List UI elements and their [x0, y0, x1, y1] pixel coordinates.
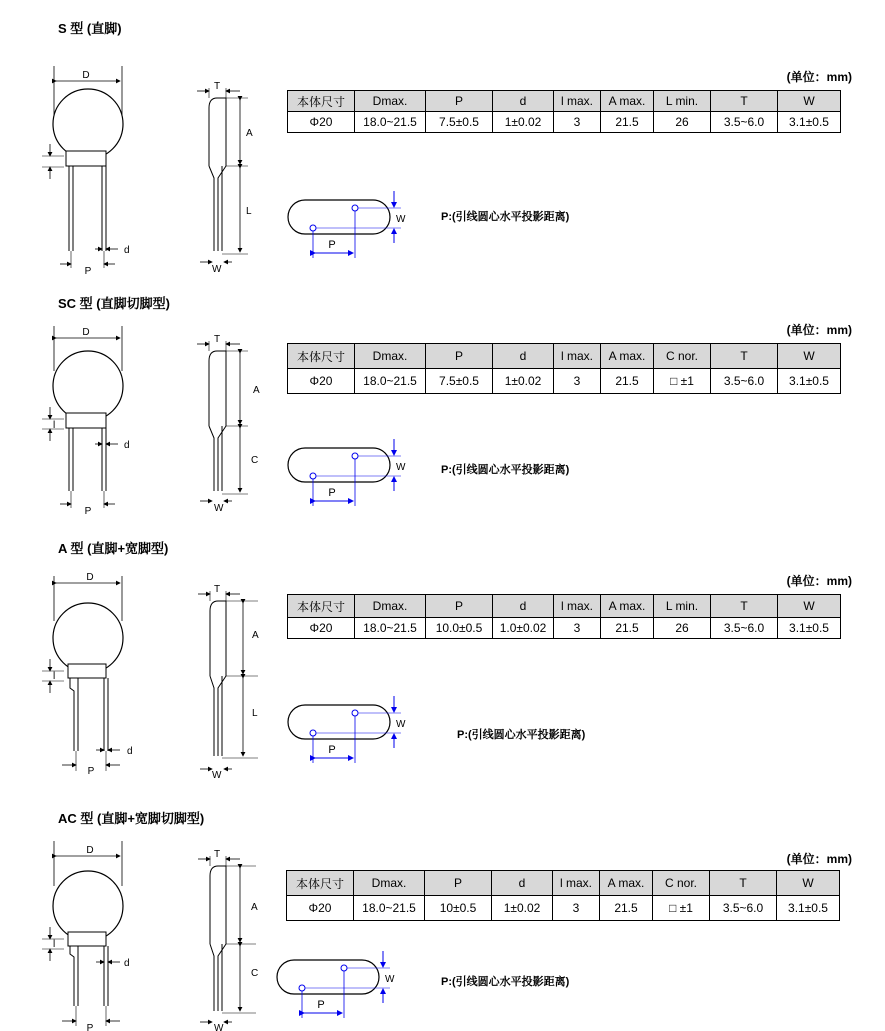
component-drawing [0, 36, 280, 281]
spec-table [287, 343, 841, 394]
dim-label-a: A [251, 902, 258, 913]
value-cell: 3.1±0.5 [777, 896, 840, 921]
header-cell: Dmax. [354, 871, 425, 896]
header-cell: T [711, 595, 778, 618]
header-cell: d [492, 871, 553, 896]
p-note: P:(引线圆心水平投影距离) [441, 976, 570, 988]
value-cell: 18.0~21.5 [355, 618, 426, 639]
dim-label-w: W [396, 214, 406, 225]
header-cell: 本体尺寸 [287, 871, 354, 896]
dim-label-t: T [214, 584, 221, 595]
dim-label-d-lead: d [124, 245, 130, 256]
dim-label-a: A [252, 630, 259, 641]
dim-label-d-lead: d [127, 746, 133, 757]
dim-label-l: l [53, 420, 56, 431]
header-cell: Dmax. [355, 344, 426, 369]
value-cell: □ ±1 [653, 896, 710, 921]
header-cell: P [425, 871, 492, 896]
header-cell: 本体尺寸 [288, 595, 355, 618]
header-cell: A max. [601, 595, 654, 618]
header-cell: d [493, 344, 554, 369]
section-title: AC 型 (直脚+宽脚切脚型) [58, 811, 205, 826]
section-ac [0, 808, 885, 1031]
dim-label-p: P [328, 239, 336, 251]
dim-label-c: C [251, 455, 259, 466]
header-cell: A max. [601, 344, 654, 369]
section-title: SC 型 (直脚切脚型) [58, 296, 170, 311]
value-cell: 3.1±0.5 [778, 369, 841, 394]
section-a [0, 538, 885, 796]
value-cell: 21.5 [600, 896, 653, 921]
value-cell: 3 [554, 112, 601, 133]
dim-label-d-diameter: D [82, 327, 90, 338]
header-cell: Dmax. [355, 91, 426, 112]
header-cell: A max. [601, 91, 654, 112]
value-cell: 26 [654, 112, 711, 133]
value-cell: 7.5±0.5 [426, 369, 493, 394]
header-cell: L min. [654, 595, 711, 618]
value-cell: 1±0.02 [493, 369, 554, 394]
lead-spacing-diagram [283, 436, 413, 511]
value-cell: 26 [654, 618, 711, 639]
value-cell: 3 [554, 618, 601, 639]
header-cell: l max. [554, 91, 601, 112]
dim-label-l: L [252, 708, 258, 719]
p-note: P:(引线圆心水平投影距离) [441, 464, 570, 476]
value-cell: 3 [554, 369, 601, 394]
header-cell: d [493, 595, 554, 618]
value-cell: 1±0.02 [492, 896, 553, 921]
dim-label-p: P [84, 266, 92, 277]
dim-label-w: W [212, 264, 222, 275]
component-drawing [0, 311, 280, 531]
value-cell: Φ20 [287, 896, 354, 921]
unit-label: (单位：mm) [786, 323, 852, 337]
dim-label-p: P [87, 766, 95, 777]
lead-spacing-diagram [272, 948, 402, 1023]
header-cell: W [778, 91, 841, 112]
header-cell: l max. [554, 344, 601, 369]
value-cell: Φ20 [288, 112, 355, 133]
header-cell: W [777, 871, 840, 896]
dim-label-l: l [53, 671, 56, 682]
value-cell: 7.5±0.5 [426, 112, 493, 133]
section-title: S 型 (直脚) [58, 21, 122, 36]
component-drawing [0, 556, 280, 781]
header-cell: d [493, 91, 554, 112]
spec-table [287, 594, 841, 639]
spec-table [287, 90, 841, 133]
header-cell: Dmax. [355, 595, 426, 618]
lead-spacing-diagram [283, 693, 413, 768]
unit-label: (单位：mm) [786, 574, 852, 588]
dim-label-w: W [212, 770, 222, 781]
value-cell: Φ20 [288, 618, 355, 639]
dim-label-d-lead: d [124, 958, 130, 969]
header-cell: W [778, 344, 841, 369]
value-cell: 18.0~21.5 [355, 369, 426, 394]
value-cell: 10.0±0.5 [426, 618, 493, 639]
dim-label-a: A [253, 385, 260, 396]
value-cell: 21.5 [601, 369, 654, 394]
dim-label-d-diameter: D [86, 845, 94, 856]
header-cell: P [426, 344, 493, 369]
dim-label-p: P [317, 999, 325, 1011]
header-cell: T [710, 871, 777, 896]
dim-label-w: W [396, 462, 406, 473]
p-note: P:(引线圆心水平投影距离) [441, 211, 570, 223]
dim-label-t: T [214, 81, 221, 92]
header-cell: W [778, 595, 841, 618]
header-cell: l max. [553, 871, 600, 896]
dim-label-p: P [84, 506, 92, 517]
header-cell: 本体尺寸 [288, 344, 355, 369]
dim-label-w: W [396, 719, 406, 730]
section-sc [0, 293, 885, 551]
header-cell: P [426, 595, 493, 618]
dim-label-d-diameter: D [82, 70, 90, 81]
unit-label: (单位：mm) [786, 852, 852, 866]
value-cell: 3.5~6.0 [711, 112, 778, 133]
dim-label-l: l [53, 939, 56, 950]
dim-label-p: P [328, 744, 336, 756]
value-cell: 18.0~21.5 [355, 112, 426, 133]
header-cell: T [711, 344, 778, 369]
value-cell: 3.5~6.0 [710, 896, 777, 921]
dim-label-w: W [214, 1023, 224, 1031]
section-title: A 型 (直脚+宽脚型) [58, 541, 169, 556]
header-cell: C nor. [653, 871, 710, 896]
dim-label-w: W [385, 974, 395, 985]
value-cell: 3.1±0.5 [778, 112, 841, 133]
spec-table [286, 870, 840, 921]
component-drawing [0, 826, 280, 1031]
section-s [0, 18, 885, 276]
value-cell: 18.0~21.5 [354, 896, 425, 921]
value-cell: □ ±1 [654, 369, 711, 394]
header-cell: C nor. [654, 344, 711, 369]
lead-spacing-diagram [283, 188, 413, 263]
value-cell: Φ20 [288, 369, 355, 394]
dim-label-w: W [214, 503, 224, 514]
dim-label-c: C [251, 968, 259, 979]
dim-label-p: P [86, 1023, 94, 1031]
unit-label: (单位：mm) [786, 70, 852, 84]
value-cell: 3 [553, 896, 600, 921]
value-cell: 3.5~6.0 [711, 618, 778, 639]
dim-label-a: A [246, 128, 253, 139]
dim-label-t: T [214, 849, 221, 860]
value-cell: 3.5~6.0 [711, 369, 778, 394]
header-cell: T [711, 91, 778, 112]
header-cell: l max. [554, 595, 601, 618]
value-cell: 1±0.02 [493, 112, 554, 133]
header-cell: P [426, 91, 493, 112]
value-cell: 21.5 [601, 112, 654, 133]
dim-label-l: L [246, 206, 252, 217]
header-cell: 本体尺寸 [288, 91, 355, 112]
dim-label-t: T [214, 334, 221, 345]
value-cell: 1.0±0.02 [493, 618, 554, 639]
dim-label-d-lead: d [124, 440, 130, 451]
value-cell: 10±0.5 [425, 896, 492, 921]
header-cell: A max. [600, 871, 653, 896]
p-note: P:(引线圆心水平投影距离) [457, 729, 586, 741]
dim-label-d-diameter: D [86, 572, 94, 583]
dim-label-p: P [328, 487, 336, 499]
value-cell: 3.1±0.5 [778, 618, 841, 639]
header-cell: L min. [654, 91, 711, 112]
value-cell: 21.5 [601, 618, 654, 639]
